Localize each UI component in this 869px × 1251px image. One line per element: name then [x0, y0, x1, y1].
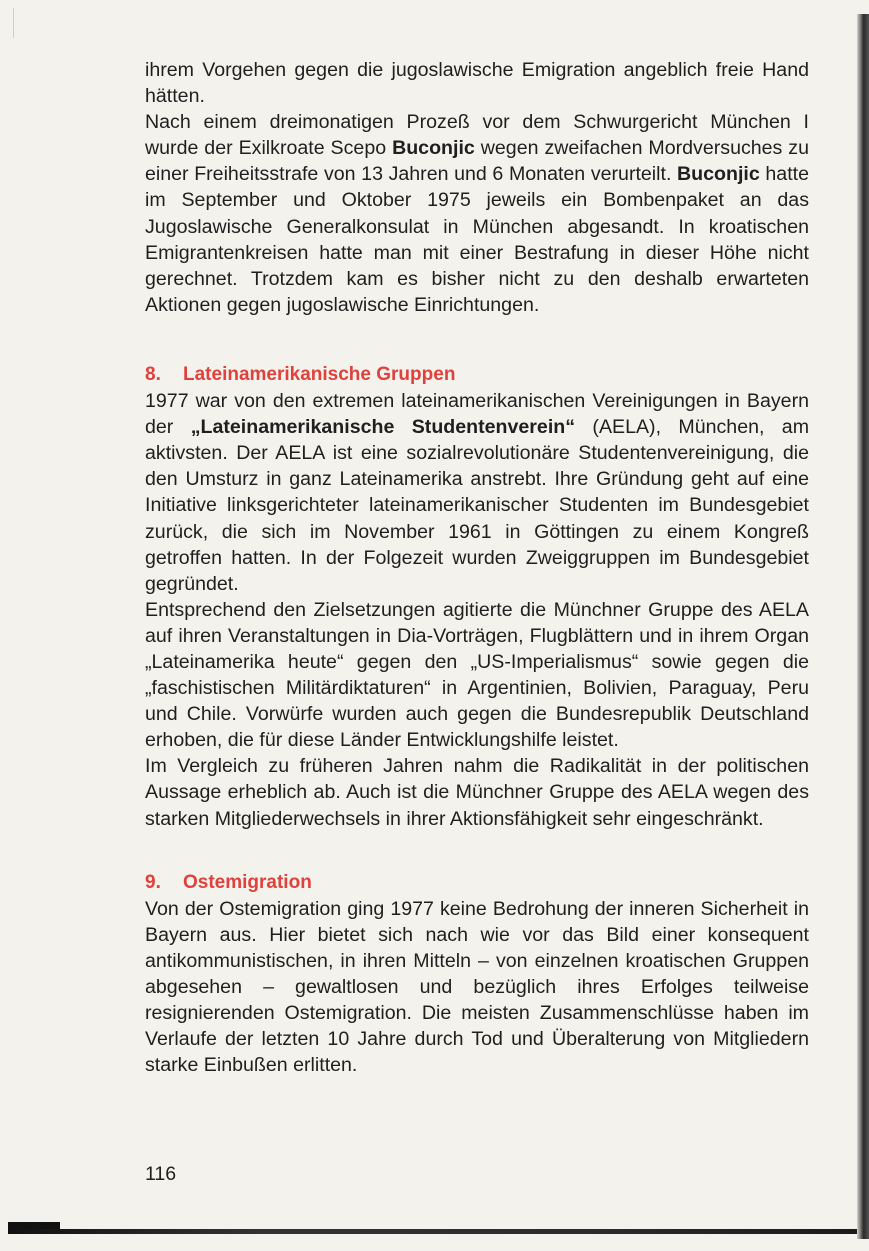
- section-9-paragraph-1: Von der Ostemigration ging 1977 keine Bedrohung der inneren Sicherheit in Bayern aus. Hier bietet sich nach wie vor das Bild einer konsequent antikommunistischen, in ihren Mitteln – von einzelnen kroatischen Gruppen abgesehen – gewaltlosen und bezüglich ihres Erfolges teilweise resignierenden Ostemigration. Die meisten Zusammenschlüsse haben im Verlaufe der letzten 10 Jahre durch Tod und Überalterung von Mitgliedern starke Einbußen erlitten.: [145, 897, 809, 1077]
- text-run: (AELA), München, am aktivsten. Der AELA ist eine sozialrevolutionäre Studentenvereinigung, die den Umsturz in ganz Lateinamerika anstrebt. Ihre Gründung geht auf eine Initiative linksgerichteter lateinamerikanischer Studenten im Bundesgebiet zurück, die sich im November 1961 in Göttingen zu einem Kongreß getroffen hatten. In der Folgezeit wurden Zweiggruppen im Bundesgebiet gegründet.: [145, 416, 810, 595]
- scan-edge-mark: [13, 8, 14, 38]
- section-8-paragraph-2: Entsprechend den Zielsetzungen agitierte die Münchner Gruppe des AELA auf ihren Veranstaltungen in Dia-Vorträgen, Flugblättern und in ihrem Organ „Lateinamerika heute“ gegen den „US-Imperialismus“ sowie gegen die „faschistischen Militärdiktaturen“ in Argentinien, Bolivien, Paraguay, Peru und Chile. Vorwürfe wurden auch gegen die Bundesrepublik Deutschland erhoben, die für diese Länder Entwicklungshilfe leistet.: [145, 598, 809, 752]
- section-8-number: 8.: [145, 363, 161, 385]
- page-number: 116: [145, 1163, 177, 1185]
- section-spacer: [145, 832, 809, 870]
- section-8-paragraph-3: Im Vergleich zu früheren Jahren nahm die Radikalität in der politischen Aussage erheblich ab. Auch ist die Münchner Gruppe des AELA wegen des starken Mitgliederwechsels in ihrer Aktionsfähigkeit sehr eingeschränkt.: [145, 755, 809, 830]
- intro-paragraph-1: ihrem Vorgehen gegen die jugoslawische Emigration angeblich freie Hand hätten.: [145, 59, 809, 108]
- section-9-title: Ostemigration: [183, 871, 312, 893]
- bold-name: Buconjic: [392, 137, 475, 160]
- intro-paragraph-2: [145, 109, 809, 318]
- section-8-heading: [145, 362, 809, 388]
- text-run: 1977 war von den extremen lateinamerikanischen Vereinigungen in Bayern der: [145, 390, 809, 439]
- text-run: hatte im September und Oktober 1975 jeweils ein Bombenpaket an das Jugoslawische Generalkonsulat in München abgesandt. In kroatischen Emigrantenkreisen hatte man mit einer Bestrafung in dieser Höhe nicht gerechnet. Trotzdem kam es bisher nicht zu den deshalb erwarteten Aktionen gegen jugoslawische Einrichtungen.: [145, 163, 809, 316]
- section-8-title: Lateinamerikanische Gruppen: [183, 363, 456, 385]
- section-9-number: 9.: [145, 871, 161, 893]
- section-8-paragraph-1: [145, 388, 809, 597]
- bold-organization-name: „Lateinamerikanische Studentenverein“: [190, 416, 576, 439]
- section-9-heading: [145, 870, 809, 896]
- bold-name: Buconjic: [677, 163, 760, 186]
- text-run: wegen zweifachen Mordversuches zu einer Freiheitsstrafe von 13 Jahren und 6 Monaten verurteilt.: [145, 137, 809, 186]
- section-spacer: [145, 318, 809, 362]
- page-bottom-edge: [8, 1229, 857, 1234]
- page-binding-edge: [857, 14, 869, 1239]
- text-run: Nach einem dreimonatigen Prozeß vor dem Schwurgericht München I wurde der Exilkroate Scepo: [145, 111, 809, 160]
- text-column: [145, 57, 809, 1078]
